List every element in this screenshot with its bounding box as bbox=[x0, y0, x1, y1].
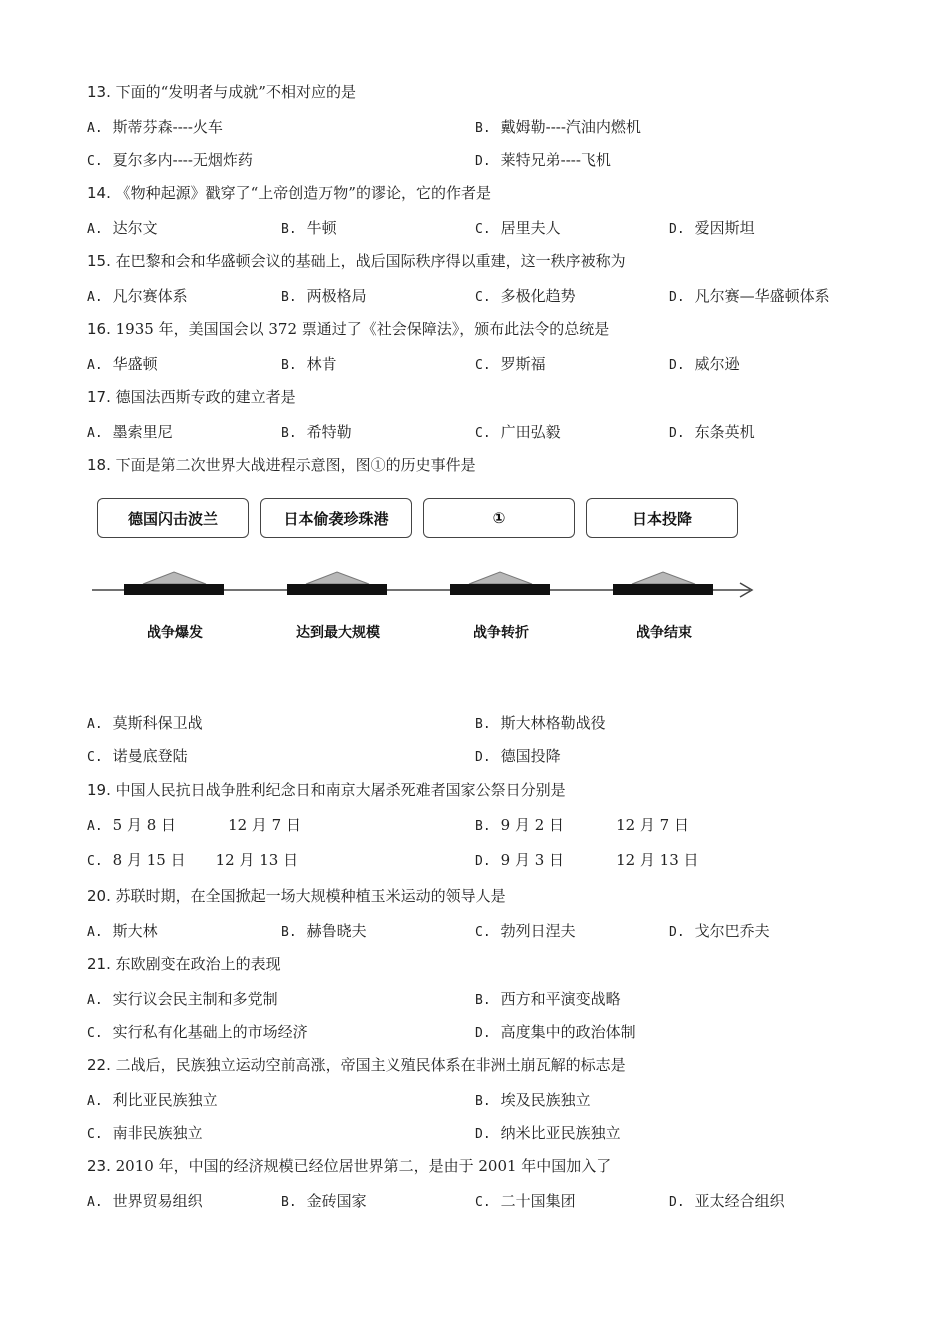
option-a[interactable]: A. 华盛顿 bbox=[87, 355, 158, 373]
option-a[interactable]: A. 实行议会民主制和多党制 bbox=[87, 990, 278, 1008]
option-d[interactable]: D. 威尔逊 bbox=[669, 355, 740, 373]
question-18-stem: 18. 下面是第二次世界大战进程示意图，图①的历史事件是 bbox=[87, 456, 476, 474]
option-b[interactable]: B. 戴姆勒----汽油内燃机 bbox=[475, 118, 641, 136]
option-d[interactable]: D. 高度集中的政治体制 bbox=[475, 1023, 636, 1041]
option-b[interactable]: B. 牛顿 bbox=[281, 219, 337, 237]
timeline-marker-1 bbox=[124, 572, 224, 595]
option-b[interactable]: B. 金砖国家 bbox=[281, 1192, 367, 1210]
option-c[interactable]: C. 诺曼底登陆 bbox=[87, 747, 188, 765]
question-13-stem: 13. 下面的“发明者与成就”不相对应的是 bbox=[87, 83, 356, 101]
option-a[interactable]: A. 5 月 8 日 12 月 7 日 bbox=[87, 816, 301, 834]
question-14-stem: 14. 《物种起源》戳穿了“上帝创造万物”的谬论，它的作者是 bbox=[87, 184, 491, 202]
option-b[interactable]: B. 西方和平演变战略 bbox=[475, 990, 621, 1008]
event-box-pearl-harbor: 日本偷袭珍珠港 bbox=[260, 498, 412, 538]
option-a[interactable]: A. 达尔文 bbox=[87, 219, 158, 237]
option-a[interactable]: A. 莫斯科保卫战 bbox=[87, 714, 203, 732]
timeline-axis bbox=[88, 490, 768, 620]
option-a[interactable]: A. 凡尔赛体系 bbox=[87, 287, 188, 305]
question-21-stem: 21. 东欧剧变在政治上的表现 bbox=[87, 955, 281, 973]
option-b[interactable]: B. 林肯 bbox=[281, 355, 337, 373]
option-c[interactable]: C. 实行私有化基础上的市场经济 bbox=[87, 1023, 308, 1041]
question-22-stem: 22. 二战后，民族独立运动空前高涨，帝国主义殖民体系在非洲土崩瓦解的标志是 bbox=[87, 1056, 626, 1074]
timeline-marker-3 bbox=[450, 572, 550, 595]
option-b[interactable]: B. 两极格局 bbox=[281, 287, 367, 305]
timeline-marker-4 bbox=[613, 572, 713, 595]
option-d[interactable]: D. 9 月 3 日 12 月 13 日 bbox=[475, 851, 699, 869]
option-d[interactable]: D. 莱特兄弟----飞机 bbox=[475, 151, 611, 169]
option-c[interactable]: C. 夏尔多内----无烟炸药 bbox=[87, 151, 253, 169]
option-c[interactable]: C. 多极化趋势 bbox=[475, 287, 576, 305]
option-c[interactable]: C. 8 月 15 日 12 月 13 日 bbox=[87, 851, 299, 869]
option-c[interactable]: C. 二十国集团 bbox=[475, 1192, 576, 1210]
question-19-stem: 19. 中国人民抗日战争胜利纪念日和南京大屠杀死难者国家公祭日分别是 bbox=[87, 781, 566, 799]
option-c[interactable]: C. 居里夫人 bbox=[475, 219, 561, 237]
option-d[interactable]: D. 东条英机 bbox=[669, 423, 755, 441]
option-a[interactable]: A. 斯蒂芬森----火车 bbox=[87, 118, 223, 136]
timeline-marker-2 bbox=[287, 572, 387, 595]
question-17-stem: 17. 德国法西斯专政的建立者是 bbox=[87, 388, 296, 406]
option-a[interactable]: A. 斯大林 bbox=[87, 922, 158, 940]
question-20-stem: 20. 苏联时期，在全国掀起一场大规模种植玉米运动的领导人是 bbox=[87, 887, 506, 905]
event-box-blank-1: ① bbox=[423, 498, 575, 538]
stage-label-end: 战争结束 bbox=[636, 625, 692, 641]
option-d[interactable]: D. 德国投降 bbox=[475, 747, 561, 765]
option-c[interactable]: C. 广田弘毅 bbox=[475, 423, 561, 441]
option-c[interactable]: C. 罗斯福 bbox=[475, 355, 546, 373]
option-a[interactable]: A. 墨索里尼 bbox=[87, 423, 173, 441]
event-box-japan-surrender: 日本投降 bbox=[586, 498, 738, 538]
option-a[interactable]: A. 世界贸易组织 bbox=[87, 1192, 203, 1210]
option-a[interactable]: A. 利比亚民族独立 bbox=[87, 1091, 218, 1109]
option-b[interactable]: B. 埃及民族独立 bbox=[475, 1091, 591, 1109]
stage-label-outbreak: 战争爆发 bbox=[147, 625, 203, 641]
option-c[interactable]: C. 南非民族独立 bbox=[87, 1124, 203, 1142]
stage-label-turning-point: 战争转折 bbox=[473, 625, 529, 641]
option-b[interactable]: B. 9 月 2 日 12 月 7 日 bbox=[475, 816, 689, 834]
question-23-stem: 23. 2010 年，中国的经济规模已经位居世界第二，是由于 2001 年中国加入了 bbox=[87, 1157, 612, 1175]
option-d[interactable]: D. 凡尔赛—华盛顿体系 bbox=[669, 287, 830, 305]
option-b[interactable]: B. 赫鲁晓夫 bbox=[281, 922, 367, 940]
option-d[interactable]: D. 爱因斯坦 bbox=[669, 219, 755, 237]
stage-label-max-scale: 达到最大规模 bbox=[296, 625, 380, 641]
option-d[interactable]: D. 戈尔巴乔夫 bbox=[669, 922, 770, 940]
option-c[interactable]: C. 勃列日涅夫 bbox=[475, 922, 576, 940]
option-b[interactable]: B. 斯大林格勒战役 bbox=[475, 714, 606, 732]
event-box-invasion-of-poland: 德国闪击波兰 bbox=[97, 498, 249, 538]
option-b[interactable]: B. 希特勒 bbox=[281, 423, 352, 441]
question-15-stem: 15. 在巴黎和会和华盛顿会议的基础上，战后国际秩序得以重建，这一秩序被称为 bbox=[87, 252, 626, 270]
option-d[interactable]: D. 亚太经合组织 bbox=[669, 1192, 785, 1210]
question-16-stem: 16. 1935 年，美国国会以 372 票通过了《社会保障法》，颁布此法令的总统是 bbox=[87, 320, 610, 338]
ww2-timeline-diagram bbox=[88, 490, 768, 660]
option-d[interactable]: D. 纳米比亚民族独立 bbox=[475, 1124, 621, 1142]
